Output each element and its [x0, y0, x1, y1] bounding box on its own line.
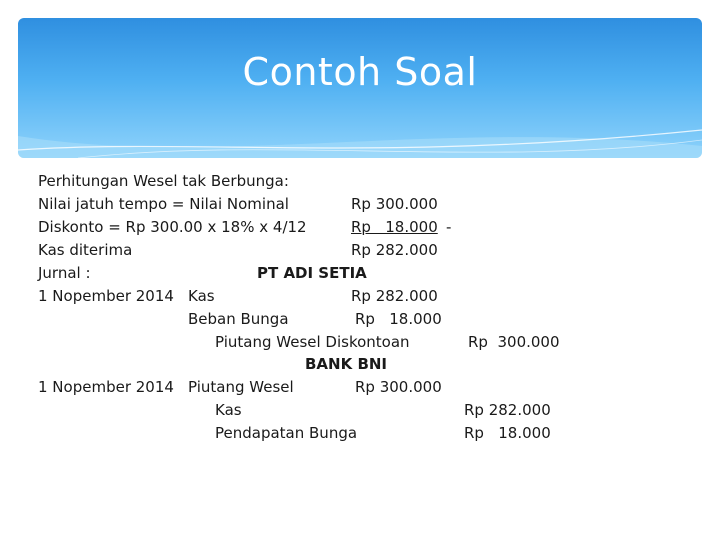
calc-row1-value: Rp 300.000 — [351, 195, 438, 213]
journal2-line2-credit: Rp 282.000 — [464, 401, 551, 419]
journal1-line1-account: Kas — [188, 287, 215, 305]
journal1-line3-account: Piutang Wesel Diskontoan — [215, 333, 410, 351]
slide-title: Contoh Soal — [242, 50, 478, 94]
journal1-date: 1 Nopember 2014 — [38, 287, 174, 305]
journal1-line1-debit: Rp 282.000 — [351, 287, 438, 305]
journal2-line3-account: Pendapatan Bunga — [215, 424, 358, 442]
journal1-line2-debit: Rp 18.000 — [355, 310, 442, 328]
calc-row3-value: Rp 282.000 — [351, 241, 438, 259]
journal2-company: BANK BNI — [305, 355, 388, 373]
calc-row2-minus: - — [446, 218, 452, 236]
journal-label: Jurnal : — [38, 264, 91, 282]
journal1-line3-credit: Rp 300.000 — [468, 333, 560, 351]
journal1-line2-account: Beban Bunga — [188, 310, 289, 328]
journal2-line1-account: Piutang Wesel — [188, 378, 294, 396]
calc-row2-value: Rp 18.000 — [351, 218, 438, 236]
journal2-line2-account: Kas — [215, 401, 242, 419]
journal2-line3-credit: Rp 18.000 — [464, 424, 551, 442]
calc-row3-label: Kas diterima — [38, 241, 133, 259]
calc-heading: Perhitungan Wesel tak Berbunga: — [38, 172, 289, 190]
journal1-company: PT ADI SETIA — [257, 264, 367, 282]
journal2-line1-debit: Rp 300.000 — [355, 378, 442, 396]
journal2-date: 1 Nopember 2014 — [38, 378, 174, 396]
calc-row2-label: Diskonto = Rp 300.00 x 18% x 4/12 — [38, 218, 307, 236]
calc-row1-label: Nilai jatuh tempo = Nilai Nominal — [38, 195, 289, 213]
